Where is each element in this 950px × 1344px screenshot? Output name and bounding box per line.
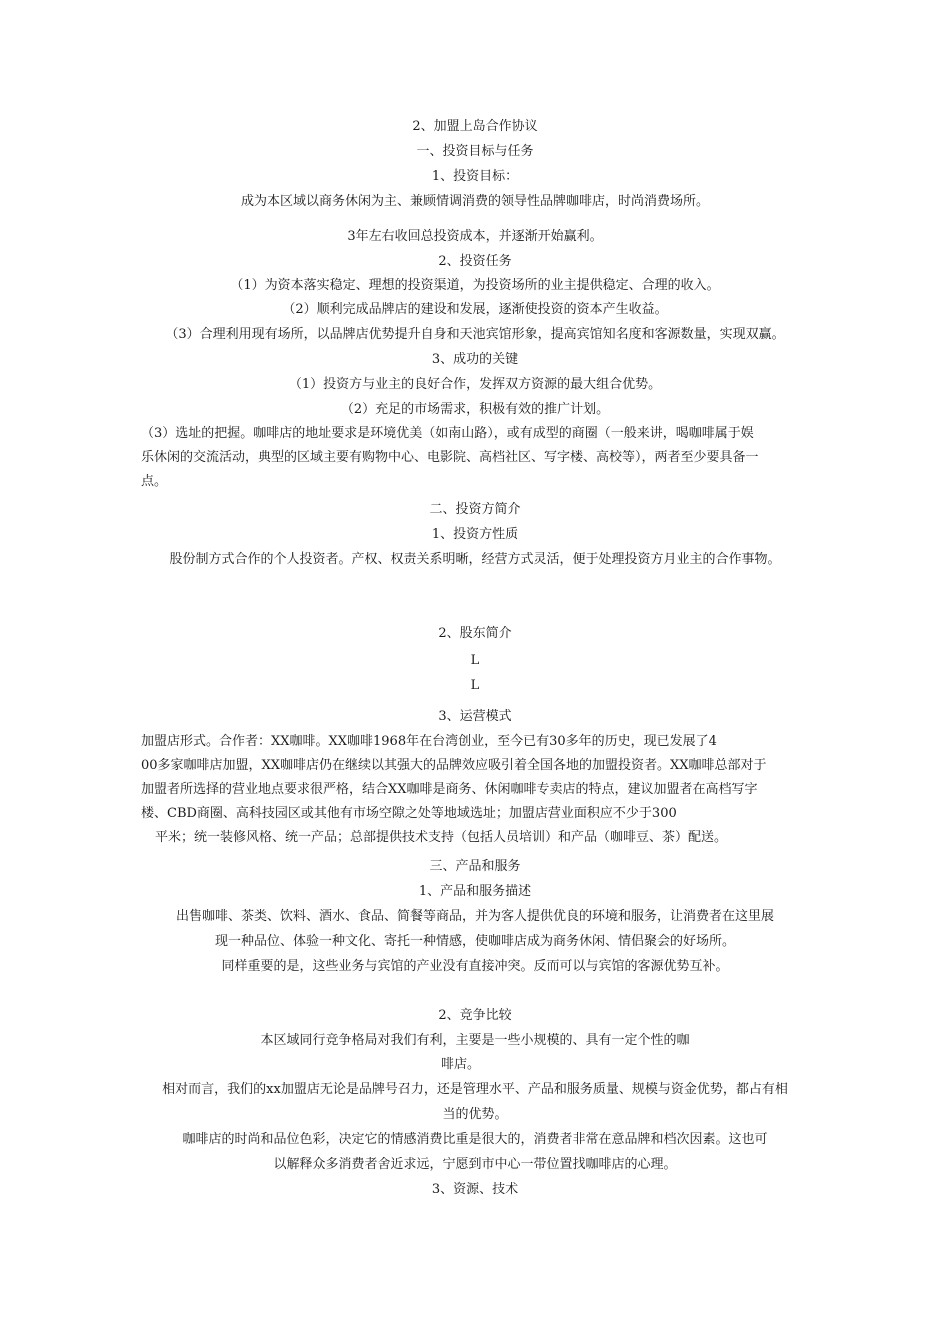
subsection-heading: 1、投资目标： [431,169,519,184]
text-line: 现一种品位、体验一种文化、寄托一种情感，使咖啡店成为商务休闲、情侣聚会的好场所。 [214,934,735,949]
text-line: 本区域同行竞争格局对我们有利，主要是一些小规模的、具有一定个性的咖 [260,1033,690,1048]
text-line: 同样重要的是，这些业务与宾馆的产业没有直接冲突。反而可以与宾馆的客源优势互补。 [221,959,729,974]
text-line: 3年左右收回总投资成本，并逐渐开始赢利。 [347,229,603,244]
text-line: 加盟店形式。合作者：XX咖啡。XX咖啡1968年在台湾创业，至今已有30多年的历史，现已发展了4 [141,734,717,749]
subsection-heading: 3、成功的关键 [431,352,519,367]
text-line: 00多家咖啡店加盟，XX咖啡店仍在继续以其强大的品牌效应吸引着全国各地的加盟投资者。XX咖啡总部对于 [141,758,767,773]
text-line: 加盟者所选择的营业地点要求很严格，结合XX咖啡是商务、休闲咖啡专卖店的特点，建议加盟者在高档写字 [141,782,758,797]
text-line: 啡店。 [441,1057,481,1072]
text-line: 点。 [141,474,168,489]
text-line: 相对而言，我们的xx加盟店无论是品牌号召力，还是管理水平、产品和服务质量、规模与资金优势，都占有相 [162,1082,788,1097]
paragraph-location [141,422,811,494]
subsection-heading: 1、产品和服务描述 [418,884,532,899]
text-line: 平米；统一装修风格、统一产品；总部提供技术支持（包括人员培训）和产品（咖啡豆、茶）配送。 [155,830,728,845]
text-line: （1）为资本落实稳定、理想的投资渠道，为投资场所的业主提供稳定、合理的收入。 [230,278,720,293]
text-line: （2）充足的市场需求，积极有效的推广计划。 [340,402,610,417]
text-line: （2）顺利完成品牌店的建设和发展，逐渐使投资的资本产生收益。 [282,302,668,317]
text-line: L [470,653,480,668]
text-line: 以解释众多消费者舍近求远，宁愿到市中心一带位置找咖啡店的心理。 [273,1157,677,1172]
text-line: 出售咖啡、茶类、饮料、酒水、食品、简餐等商品，并为客人提供优良的环境和服务，让消费者在这里展 [175,909,774,924]
paragraph-operation [141,730,811,850]
subsection-heading: 1、投资方性质 [431,527,519,542]
subsection-heading: 2、股东简介 [438,626,512,641]
subsection-heading: 3、运营模式 [438,709,512,724]
text-line: 成为本区域以商务休闲为主、兼顾情调消费的领导性品牌咖啡店，时尚消费场所。 [240,194,709,209]
text-line: 乐休闲的交流活动，典型的区域主要有购物中心、电影院、高档社区、写字楼、高校等），两者至少要具备一 [141,450,759,465]
section-heading: 一、投资目标与任务 [416,144,534,159]
text-line: （3）合理利用现有场所，以品牌店优势提升自身和天池宾馆形象，提高宾馆知名度和客源数量，实现双赢。 [165,327,785,342]
section-heading: 二、投资方简介 [429,502,521,517]
text-line: （1）投资方与业主的良好合作，发挥双方资源的最大组合优势。 [288,377,662,392]
text-line: 当的优势。 [442,1107,508,1122]
subsection-heading: 2、竞争比较 [438,1008,512,1023]
subsection-heading: 2、投资任务 [438,254,512,269]
subsection-heading: 3、资源、技术 [431,1182,519,1197]
agreement-title: 2、加盟上岛合作协议 [412,119,538,134]
text-line: L [470,678,480,693]
text-line: （3）选址的把握。咖啡店的地址要求是环境优美（如南山路），或有成型的商圈（一般来讲，喝咖啡属于娱 [141,426,754,441]
section-heading: 三、产品和服务 [429,859,521,874]
text-line: 咖啡店的时尚和品位色彩，决定它的情感消费比重是很大的，消费者非常在意品牌和档次因素。这也可 [182,1132,768,1147]
text-line: 股份制方式合作的个人投资者。产权、权责关系明晰，经营方式灵活，便于处理投资方月业主的合作事物。 [169,552,781,567]
text-line: 楼、CBD商圈、高科技园区或其他有市场空隙之处等地域选址；加盟店营业面积应不少于300 [141,806,677,821]
